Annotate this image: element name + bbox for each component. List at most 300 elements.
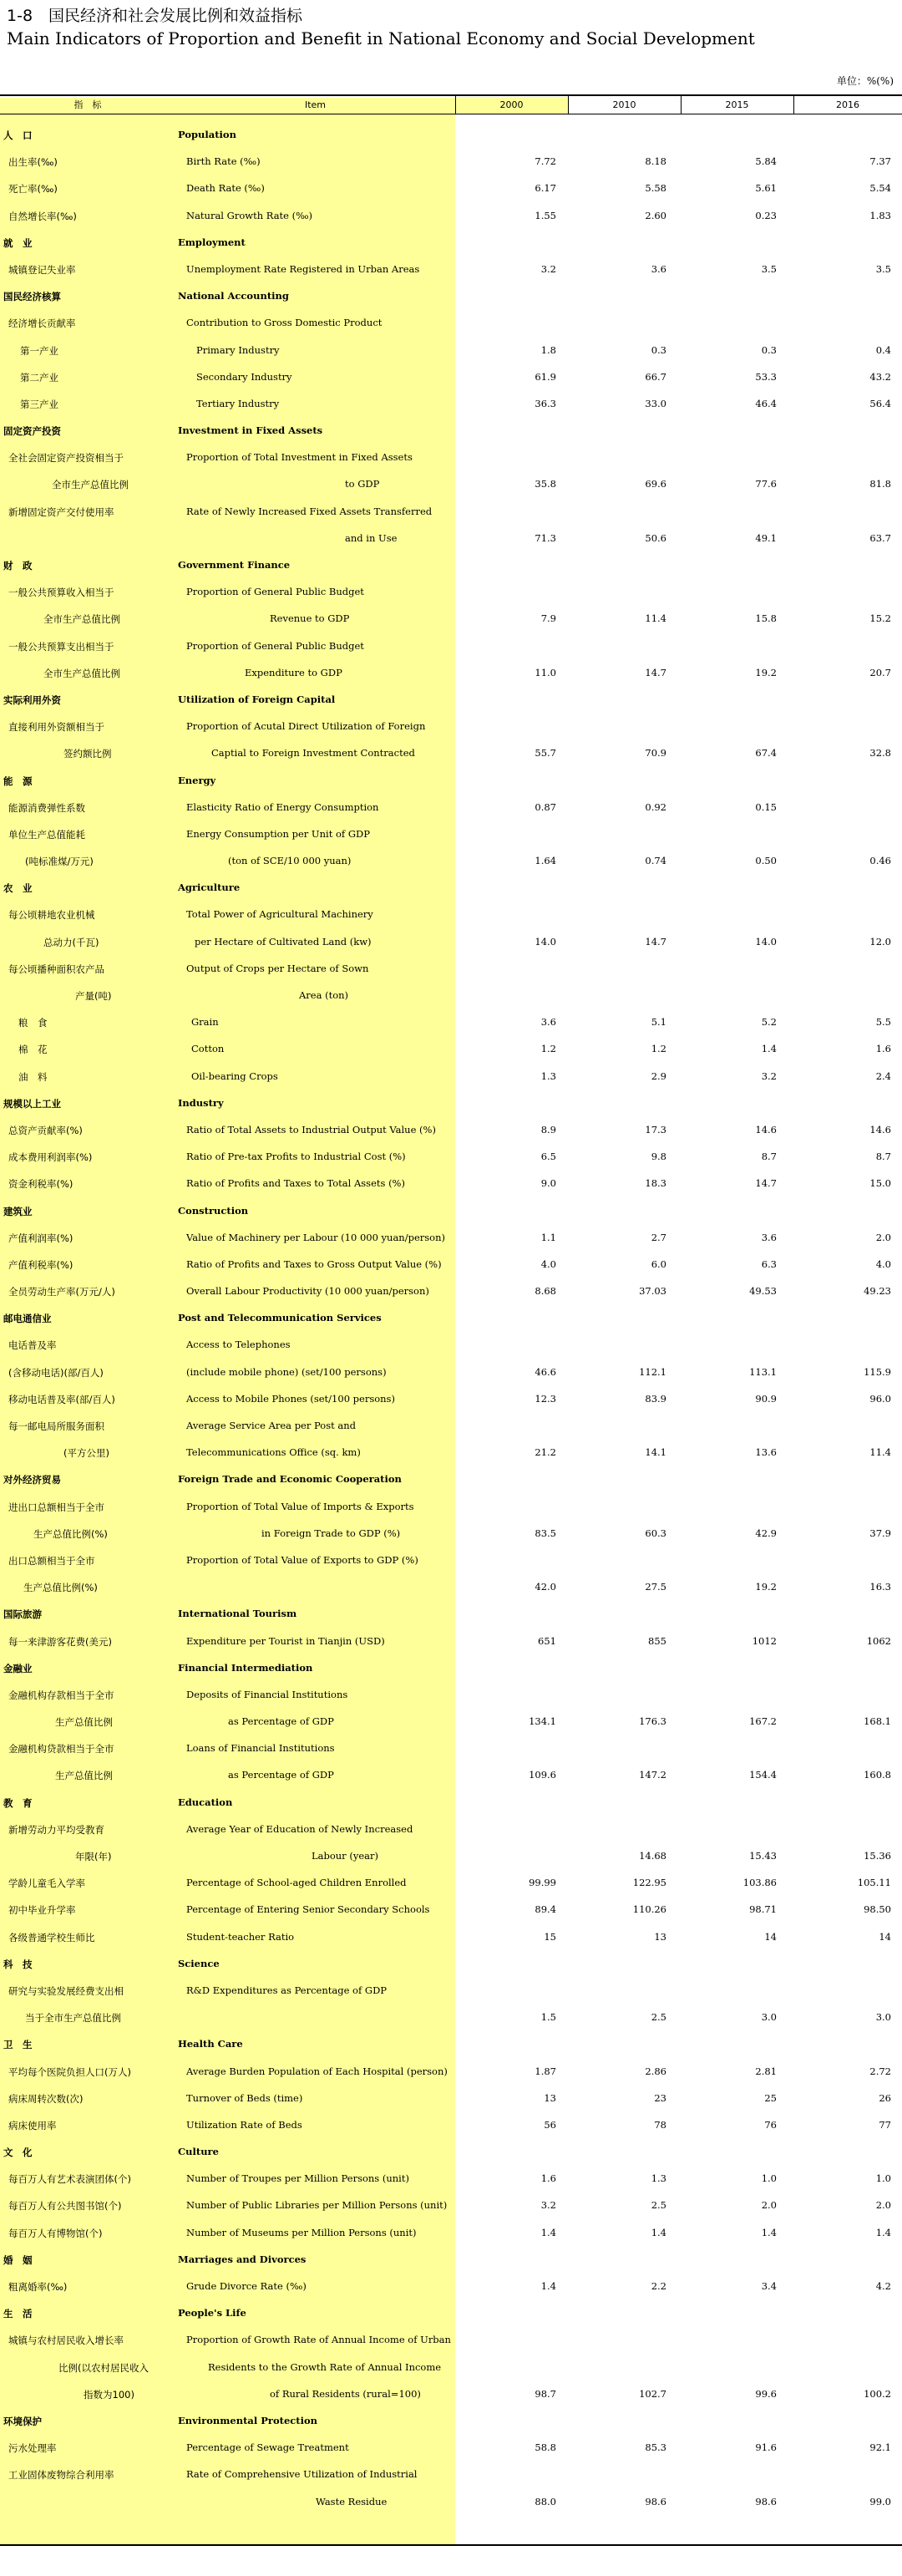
header-divider xyxy=(455,96,456,114)
value-cell: 0.3 xyxy=(761,343,777,356)
value-cell: 5.61 xyxy=(755,182,777,195)
table-row xyxy=(0,2219,902,2246)
table-row xyxy=(0,202,902,229)
table-title-en: Main Indicators of Proportion and Benefit in National Economy and Social Development xyxy=(7,28,755,48)
indicator-label-cn: 总资产贡献率(%) xyxy=(8,1124,83,1136)
table-row xyxy=(0,1681,902,1708)
indicator-label-cn: 全市生产总值比例 xyxy=(52,479,129,491)
indicator-label-en: Rate of Comprehensive Utilization of Industrial xyxy=(186,2468,418,2481)
indicator-label-cn: 成本费用利润率(%) xyxy=(8,1151,93,1164)
value-cell: 1.55 xyxy=(535,209,556,221)
value-cell: 83.9 xyxy=(645,1392,666,1405)
value-cell: 14.7 xyxy=(645,666,666,678)
value-cell: 63.7 xyxy=(869,531,891,544)
table-row xyxy=(0,928,902,955)
indicator-label-cn: 全社会固定资产投资相当于 xyxy=(8,452,124,465)
indicator-label-en: Ratio of Total Assets to Industrial Output Value (%) xyxy=(186,1123,436,1136)
category-row xyxy=(0,1600,902,1627)
value-cell: 2.72 xyxy=(869,2065,891,2077)
indicator-label-cn: 签约额比例 xyxy=(63,748,112,760)
category-label-en: Health Care xyxy=(178,2038,243,2050)
table-row xyxy=(0,1573,902,1600)
indicator-label-cn: 产值利税率(%) xyxy=(8,1258,73,1271)
table-row xyxy=(0,739,902,766)
indicator-label-en: Area (ton) xyxy=(299,989,349,1001)
value-cell: 1.5 xyxy=(540,2011,556,2024)
indicator-label-cn: 一般公共预算收入相当于 xyxy=(8,587,114,599)
value-cell: 2.7 xyxy=(651,1231,666,1243)
category-label-cn: 生 活 xyxy=(3,2308,33,2320)
value-cell: 168.1 xyxy=(864,1715,891,1728)
value-cell: 19.2 xyxy=(755,666,777,678)
table-row xyxy=(0,982,902,1009)
indicator-label-cn: 当于全市生产总值比例 xyxy=(25,2012,121,2025)
indicator-label-cn: 平均每个医院负担人口(万人) xyxy=(8,2065,131,2078)
value-cell: 2.81 xyxy=(755,2065,777,2077)
value-cell: 15.36 xyxy=(864,1850,891,1862)
value-cell: 13 xyxy=(544,2091,556,2104)
indicator-label-cn: 初中毕业升学率 xyxy=(8,1904,76,1917)
indicator-label-en: Residents to the Growth Rate of Annual Income xyxy=(208,2360,442,2373)
value-cell: 12.3 xyxy=(535,1392,556,1405)
value-cell: 25 xyxy=(764,2091,777,2104)
value-cell: 0.74 xyxy=(645,855,666,867)
value-cell: 49.23 xyxy=(864,1285,891,1298)
indicator-label-cn: 死亡率(‰) xyxy=(8,183,58,196)
value-cell: 83.5 xyxy=(535,1527,556,1539)
value-cell: 99.6 xyxy=(755,2387,777,2400)
category-label-en: Agriculture xyxy=(178,882,241,894)
category-label-en: People's Life xyxy=(178,2307,246,2319)
value-cell: 99.99 xyxy=(529,1877,556,1889)
indicator-label-cn: 每公顷耕地农业机械 xyxy=(8,909,95,922)
category-label-cn: 财 政 xyxy=(3,560,33,572)
table-row xyxy=(0,2273,902,2299)
indicator-label-en: Proportion of Total Value of Imports & Exports xyxy=(186,1500,414,1512)
value-cell: 8.9 xyxy=(540,1123,556,1136)
table-row xyxy=(0,1735,902,1761)
value-cell: 1.2 xyxy=(651,1043,666,1055)
indicator-label-cn: 每百万人有博物馆(个) xyxy=(8,2227,103,2239)
value-cell: 651 xyxy=(538,1634,556,1647)
value-cell: 60.3 xyxy=(645,1527,666,1539)
value-cell: 14.0 xyxy=(535,935,556,948)
indicator-label-cn: 产量(吨) xyxy=(75,990,112,1002)
indicator-label-cn: 油 料 xyxy=(18,1070,48,1083)
value-cell: 77.6 xyxy=(755,478,777,490)
indicator-label-cn: 生产总值比例(%) xyxy=(33,1527,108,1540)
category-label-en: Environmental Protection xyxy=(178,2414,317,2426)
value-cell: 14.7 xyxy=(755,1177,777,1190)
category-label-cn: 固定资产投资 xyxy=(3,425,61,438)
value-cell: 14.6 xyxy=(869,1123,891,1136)
value-cell: 7.37 xyxy=(869,155,891,168)
value-cell: 1012 xyxy=(752,1634,777,1647)
category-label-en: Post and Telecommunication Services xyxy=(178,1312,382,1324)
value-cell: 5.2 xyxy=(761,1016,777,1029)
indicator-label-cn: 污水处理率 xyxy=(8,2442,57,2455)
indicator-label-en: and in Use xyxy=(345,531,398,544)
table-row xyxy=(0,1412,902,1439)
category-label-cn: 人 口 xyxy=(3,130,33,141)
indicator-label-cn: 学龄儿童毛入学率 xyxy=(8,1877,85,1890)
category-label-en: Industry xyxy=(178,1096,224,1109)
indicator-label-en: Deposits of Financial Institutions xyxy=(186,1688,348,1700)
category-label-cn: 文 化 xyxy=(3,2147,33,2159)
indicator-label-en: Overall Labour Productivity (10 000 yuan/person) xyxy=(186,1285,429,1298)
indicator-label-cn: 经济增长贡献率 xyxy=(8,318,76,330)
indicator-label-cn: 工业固体废物综合利用率 xyxy=(8,2469,114,2482)
indicator-label-en: Expenditure to GDP xyxy=(245,666,342,678)
indicator-label-cn: 进出口总额相当于全市 xyxy=(8,1501,104,1513)
table-row xyxy=(0,2434,902,2461)
table-row xyxy=(0,256,902,282)
category-row xyxy=(0,1789,902,1816)
indicator-label-cn: 第一产业 xyxy=(20,344,58,357)
value-cell: 2.9 xyxy=(651,1070,666,1082)
table-row xyxy=(0,605,902,632)
value-cell: 17.3 xyxy=(645,1123,666,1136)
table-row xyxy=(0,1896,902,1923)
value-cell: 1.8 xyxy=(540,343,556,356)
value-cell: 1.6 xyxy=(540,2172,556,2185)
value-cell: 81.8 xyxy=(869,478,891,490)
indicator-label-cn: 产值利润率(%) xyxy=(8,1232,73,1244)
value-cell: 160.8 xyxy=(864,1769,891,1781)
value-cell: 115.9 xyxy=(864,1365,891,1378)
table-row xyxy=(0,1359,902,1385)
table-row xyxy=(0,1251,902,1278)
category-row xyxy=(0,1090,902,1116)
table-row xyxy=(0,1439,902,1466)
table-title-cn: 1-8 国民经济和社会发展比例和效益指标 xyxy=(7,7,303,25)
value-cell: 1.0 xyxy=(761,2172,777,2185)
value-cell: 2.0 xyxy=(761,2199,777,2212)
value-cell: 46.4 xyxy=(755,397,777,409)
category-row xyxy=(0,1950,902,1977)
value-cell: 49.53 xyxy=(749,1285,777,1298)
table-row xyxy=(0,1035,902,1062)
value-cell: 6.5 xyxy=(540,1151,556,1163)
value-cell: 53.3 xyxy=(755,370,777,383)
category-row xyxy=(0,229,902,256)
table-row xyxy=(0,1170,902,1197)
table-row xyxy=(0,1520,902,1547)
indicator-label-en: Grude Divorce Rate (‰) xyxy=(186,2280,307,2292)
indicator-label-cn: 每百万人有公共图书馆(个) xyxy=(8,2200,122,2213)
indicator-label-en: Number of Troupes per Million Persons (unit) xyxy=(186,2172,409,2185)
value-cell: 3.4 xyxy=(761,2280,777,2292)
indicator-label-en: Labour (year) xyxy=(312,1850,378,1862)
indicator-label-en: Percentage of Entering Senior Secondary Schools xyxy=(186,1903,430,1916)
value-cell: 18.3 xyxy=(645,1177,666,1190)
value-cell: 0.92 xyxy=(645,800,666,813)
value-cell: 14.0 xyxy=(755,935,777,948)
indicator-label-en: Output of Crops per Hectare of Sown xyxy=(186,962,369,974)
indicator-label-en: Waste Residue xyxy=(316,2495,388,2507)
value-cell: 2.5 xyxy=(651,2199,666,2212)
indicator-label-en: Access to Mobile Phones (set/100 persons) xyxy=(186,1392,395,1405)
indicator-label-en: Value of Machinery per Labour (10 000 yuan/person) xyxy=(186,1231,445,1243)
value-cell: 110.26 xyxy=(632,1903,666,1916)
indicator-label-en: Percentage of School-aged Children Enrolled xyxy=(186,1877,407,1889)
indicator-label-en: Ratio of Profits and Taxes to Total Assets (%) xyxy=(186,1177,405,1190)
category-label-en: International Tourism xyxy=(178,1608,297,1620)
indicator-label-cn: 资金利税率(%) xyxy=(8,1178,73,1191)
header-divider xyxy=(793,96,794,114)
value-cell: 167.2 xyxy=(749,1715,777,1728)
category-label-cn: 就 业 xyxy=(3,236,33,249)
indicator-label-en: Grain xyxy=(191,1016,219,1029)
value-cell: 43.2 xyxy=(869,370,891,383)
value-cell: 15.0 xyxy=(869,1177,891,1190)
table-row xyxy=(0,498,902,525)
category-row xyxy=(0,2030,902,2057)
indicator-label-cn: 全市生产总值比例 xyxy=(43,613,120,626)
value-cell: 98.71 xyxy=(749,1903,777,1916)
table-row xyxy=(0,1869,902,1896)
value-cell: 2.4 xyxy=(875,1070,891,1082)
value-cell: 134.1 xyxy=(529,1715,556,1728)
value-cell: 66.7 xyxy=(645,370,666,383)
table-row xyxy=(0,309,902,336)
value-cell: 3.0 xyxy=(875,2011,891,2024)
value-cell: 15.2 xyxy=(869,612,891,625)
indicator-label-cn: 金融机构存款相当于全市 xyxy=(8,1689,114,1701)
table-row xyxy=(0,148,902,175)
header-divider xyxy=(681,96,682,114)
category-label-en: Education xyxy=(178,1796,233,1808)
value-cell: 2.86 xyxy=(645,2065,666,2077)
value-cell: 6.0 xyxy=(651,1258,666,1270)
value-cell: 12.0 xyxy=(869,935,891,948)
value-cell: 1.1 xyxy=(540,1231,556,1243)
table-row xyxy=(0,1116,902,1143)
value-cell: 14.7 xyxy=(645,935,666,948)
indicator-label-en: Elasticity Ratio of Energy Consumption xyxy=(186,800,379,813)
category-label-cn: 建筑业 xyxy=(3,1205,33,1217)
indicator-label-cn: 每公顷播种面积农产品 xyxy=(8,963,104,975)
header-year-2016: 2016 xyxy=(836,99,859,110)
indicator-label-cn: 能源消费弹性系数 xyxy=(8,801,85,814)
table-row xyxy=(0,578,902,605)
indicator-label-cn: 第二产业 xyxy=(20,371,58,384)
value-cell: 27.5 xyxy=(645,1581,666,1593)
table-row xyxy=(0,525,902,551)
indicator-label-cn: 比例(以农村居民收入 xyxy=(58,2361,149,2374)
value-cell: 3.2 xyxy=(761,1070,777,1082)
value-cell: 32.8 xyxy=(869,747,891,760)
indicator-label-cn: 单位生产总值能耗 xyxy=(8,828,85,841)
value-cell: 92.1 xyxy=(869,2441,891,2454)
value-cell: 3.2 xyxy=(540,2199,556,2212)
indicator-label-en: Contribution to Gross Domestic Product xyxy=(186,317,383,329)
indicator-label-cn: 各级普通学校生师比 xyxy=(8,1931,95,1943)
category-row xyxy=(0,1654,902,1681)
indicator-label-en: as Percentage of GDP xyxy=(228,1769,334,1781)
header-item-en: Item xyxy=(304,99,327,110)
table-row xyxy=(0,1493,902,1520)
table-row xyxy=(0,2085,902,2111)
indicator-label-en: Loans of Financial Institutions xyxy=(186,1742,335,1755)
value-cell: 0.23 xyxy=(755,209,777,221)
value-cell: 15.8 xyxy=(755,612,777,625)
indicator-label-cn: 指数为100) xyxy=(84,2388,134,2401)
indicator-label-en: Total Power of Agricultural Machinery xyxy=(186,908,373,921)
value-cell: 98.6 xyxy=(645,2495,666,2507)
indicator-label-en: Secondary Industry xyxy=(196,370,292,383)
header-year-2010: 2010 xyxy=(612,99,636,110)
indicator-label-cn: 研究与实验发展经费支出相 xyxy=(8,1984,124,1997)
value-cell: 76 xyxy=(764,2118,777,2131)
value-cell: 1.6 xyxy=(875,1043,891,1055)
value-cell: 8.68 xyxy=(535,1285,556,1298)
value-cell: 56.4 xyxy=(869,397,891,409)
indicator-label-en: Turnover of Beds (time) xyxy=(186,2091,303,2104)
value-cell: 46.6 xyxy=(535,1365,556,1378)
category-label-cn: 教 育 xyxy=(3,1796,33,1809)
value-cell: 99.0 xyxy=(869,2495,891,2507)
category-row xyxy=(0,874,902,901)
category-row xyxy=(0,2138,902,2165)
value-cell: 4.0 xyxy=(540,1258,556,1270)
value-cell: 71.3 xyxy=(535,531,556,544)
value-cell: 1.4 xyxy=(761,2226,777,2238)
indicator-label-en: Rate of Newly Increased Fixed Assets Transferred xyxy=(186,505,433,517)
value-cell: 0.50 xyxy=(755,855,777,867)
category-row xyxy=(0,2299,902,2326)
value-cell: 69.6 xyxy=(645,478,666,490)
table-row xyxy=(0,390,902,417)
table-row xyxy=(0,1761,902,1788)
table-row xyxy=(0,821,902,847)
indicator-label-cn: 移动电话普及率(部/百人) xyxy=(8,1393,115,1405)
value-cell: 14 xyxy=(879,1930,891,1943)
value-cell: 33.0 xyxy=(645,397,666,409)
value-cell: 37.9 xyxy=(869,1527,891,1539)
table-row xyxy=(0,2165,902,2192)
value-cell: 1.64 xyxy=(535,855,556,867)
indicator-label-cn: (含移动电话)(部/百人) xyxy=(8,1366,104,1379)
value-cell: 90.9 xyxy=(755,1392,777,1405)
category-label-cn: 国民经济核算 xyxy=(3,291,61,303)
indicator-label-cn: 新增劳动力平均受教育 xyxy=(8,1823,104,1836)
value-cell: 6.17 xyxy=(535,182,556,195)
value-cell: 2.2 xyxy=(651,2280,666,2292)
value-cell: 3.5 xyxy=(761,262,777,275)
table-row xyxy=(0,1009,902,1035)
indicator-label-cn: 棉 花 xyxy=(18,1044,48,1056)
category-row xyxy=(0,551,902,578)
value-cell: 77 xyxy=(879,2118,891,2131)
category-label-en: Employment xyxy=(178,236,246,248)
indicator-label-en: Utilization Rate of Beds xyxy=(186,2118,302,2131)
category-row xyxy=(0,1466,902,1492)
value-cell: 61.9 xyxy=(535,370,556,383)
indicator-label-en: Number of Museums per Million Persons (unit) xyxy=(186,2226,417,2238)
value-cell: 15 xyxy=(544,1930,556,1943)
category-label-en: Energy xyxy=(178,774,216,786)
value-cell: 26 xyxy=(879,2091,891,2104)
indicator-label-en: Ratio of Profits and Taxes to Gross Output Value (%) xyxy=(186,1258,442,1270)
category-label-cn: 能 源 xyxy=(3,775,33,787)
value-cell: 105.11 xyxy=(857,1877,891,1889)
table-row xyxy=(0,847,902,874)
value-cell: 5.5 xyxy=(875,1016,891,1029)
indicator-label-en: Access to Telephones xyxy=(186,1339,291,1351)
value-cell: 70.9 xyxy=(645,747,666,760)
table-row xyxy=(0,1331,902,1358)
indicator-label-cn: 全员劳动生产率(万元/人) xyxy=(8,1286,115,1298)
category-label-cn: 邮电通信业 xyxy=(3,1313,52,1325)
indicator-label-cn: 全市生产总值比例 xyxy=(43,667,120,679)
value-cell: 1.3 xyxy=(651,2172,666,2185)
category-row xyxy=(0,1304,902,1331)
indicator-label-en: Unemployment Rate Registered in Urban Areas xyxy=(186,262,420,275)
table-row xyxy=(0,2354,902,2380)
indicator-label-cn: (吨标准煤/万元) xyxy=(25,856,94,868)
indicator-label-cn: 生产总值比例 xyxy=(55,1716,113,1729)
category-label-cn: 规模以上工业 xyxy=(3,1097,61,1110)
table-row xyxy=(0,955,902,982)
indicator-label-en: Student-teacher Ratio xyxy=(186,1930,295,1943)
table-row xyxy=(0,1224,902,1251)
value-cell: 109.6 xyxy=(529,1769,556,1781)
indicator-label-en: Average Burden Population of Each Hospital (person) xyxy=(186,2065,448,2077)
indicator-label-cn: 每百万人有艺术表演团体(个) xyxy=(8,2173,131,2186)
indicator-label-en: Proportion of General Public Budget xyxy=(186,586,364,598)
category-label-cn: 国际旅游 xyxy=(3,1608,42,1621)
value-cell: 3.0 xyxy=(761,2011,777,2024)
value-cell: 11.4 xyxy=(869,1446,891,1459)
value-cell: 89.4 xyxy=(535,1903,556,1916)
category-label-en: Marriages and Divorces xyxy=(178,2253,307,2265)
table-row xyxy=(0,2380,902,2407)
value-cell: 113.1 xyxy=(749,1365,777,1378)
category-row xyxy=(0,282,902,309)
indicator-label-cn: 出口总额相当于全市 xyxy=(8,1554,95,1567)
value-cell: 14.68 xyxy=(639,1850,666,1862)
value-cell: 1.83 xyxy=(869,209,891,221)
indicator-label-en: Proportion of General Public Budget xyxy=(186,639,364,652)
indicator-label-cn: 直接利用外资额相当于 xyxy=(8,721,104,734)
value-cell: 8.7 xyxy=(875,1151,891,1163)
table-row xyxy=(0,337,902,363)
category-row xyxy=(0,121,902,148)
table-bottom-rule xyxy=(0,2544,902,2546)
value-cell: 102.7 xyxy=(639,2387,666,2400)
value-cell: 1.4 xyxy=(875,2226,891,2238)
value-cell: 1.4 xyxy=(651,2226,666,2238)
value-cell: 154.4 xyxy=(749,1769,777,1781)
table-row xyxy=(0,1547,902,1573)
table-row xyxy=(0,1628,902,1654)
value-cell: 8.7 xyxy=(761,1151,777,1163)
value-cell: 42.9 xyxy=(755,1527,777,1539)
indicator-label-cn: 粮 食 xyxy=(18,1017,48,1029)
indicator-label-cn: 粗离婚率(‰) xyxy=(8,2281,68,2293)
value-cell: 100.2 xyxy=(864,2387,891,2400)
indicator-label-cn: 第三产业 xyxy=(20,398,58,410)
unit-note: 单位：%(%) xyxy=(836,75,894,87)
value-cell: 2.60 xyxy=(645,209,666,221)
category-label-en: Construction xyxy=(178,1204,249,1217)
table-row xyxy=(0,1143,902,1170)
indicator-label-cn: 自然增长率(‰) xyxy=(8,210,77,222)
value-cell: 14 xyxy=(764,1930,777,1943)
indicator-label-cn: 总动力(千瓦) xyxy=(43,936,99,948)
value-cell: 36.3 xyxy=(535,397,556,409)
